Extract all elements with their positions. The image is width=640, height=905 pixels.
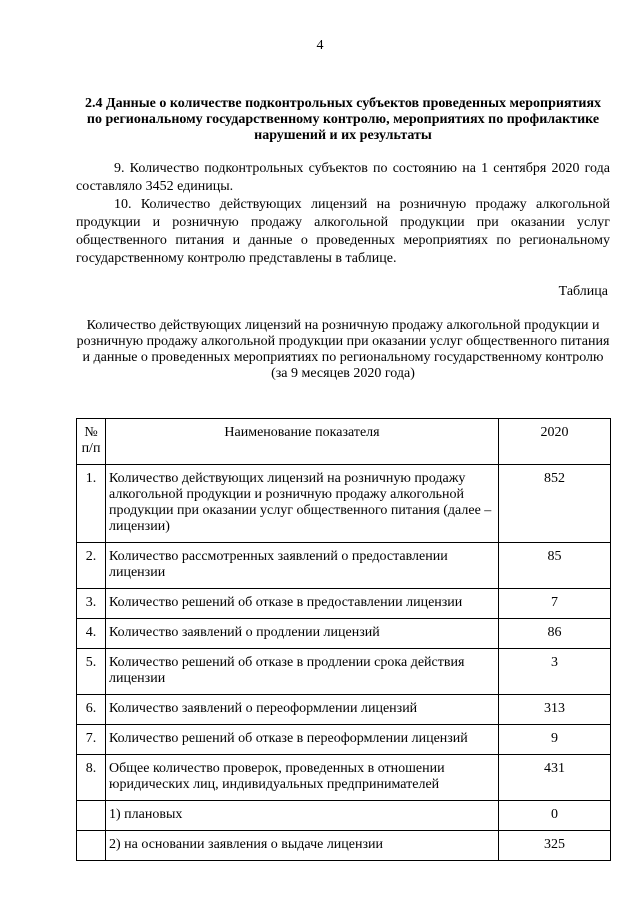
row-name: Количество заявлений о продлении лицензий	[106, 619, 499, 649]
page-number: 4	[316, 38, 324, 53]
row-name: Количество решений об отказе в переоформлении лицензий	[106, 725, 499, 755]
row-name: Общее количество проверок, проведенных в отношении юридических лиц, индивидуальных предпринимателей	[106, 755, 499, 801]
row-num: 8.	[77, 755, 106, 801]
row-value: 3	[499, 649, 611, 695]
row-value: 85	[499, 543, 611, 589]
row-num: 1.	[77, 465, 106, 543]
table-row	[77, 649, 611, 695]
row-name: 2) на основании заявления о выдаче лицензии	[106, 831, 499, 861]
row-name: Количество действующих лицензий на розничную продажу алкогольной продукции и розничную продажу алкогольной продукции при оказании услуг общественного питания (далее – лицензии)	[106, 465, 499, 543]
table-row	[77, 831, 611, 861]
table-caption	[76, 318, 610, 382]
table-header-row	[77, 419, 611, 465]
table-row	[77, 465, 611, 543]
table-row	[77, 589, 611, 619]
paragraph-10-text: 10. Количество действующих лицензий на розничную продажу алкогольной продукции и розничную продажу алкогольной продукции при оказании услуг общественного питания и данные о проведенных мероприятиях по региональному государственному контролю представлены в таблице.	[76, 197, 610, 266]
table-caption-title: Количество действующих лицензий на розничную продажу алкогольной продукции и розничную продажу алкогольной продукции при оказании услуг общественного питания и данные о проведенных мероприятиях по региональному государственному контролю	[76, 318, 610, 365]
table-row	[77, 755, 611, 801]
row-num: 3.	[77, 589, 106, 619]
row-name: Количество решений об отказе в продлении срока действия лицензии	[106, 649, 499, 695]
row-num	[77, 831, 106, 861]
header-name: Наименование показателя	[106, 419, 499, 465]
table-label: Таблица	[558, 284, 608, 299]
row-name: Количество решений об отказе в предоставлении лицензии	[106, 589, 499, 619]
header-year: 2020	[499, 419, 611, 465]
paragraph-10	[76, 196, 610, 268]
row-name: Количество рассмотренных заявлений о предоставлении лицензии	[106, 543, 499, 589]
row-num: 6.	[77, 695, 106, 725]
row-num: 4.	[77, 619, 106, 649]
row-value: 7	[499, 589, 611, 619]
row-value: 0	[499, 801, 611, 831]
paragraph-9	[76, 160, 610, 196]
indicators-table	[76, 418, 611, 861]
row-value: 325	[499, 831, 611, 861]
paragraph-9-text: 9. Количество подконтрольных субъектов по состоянию на 1 сентября 2020 года составляло 3452 единицы.	[76, 161, 610, 194]
row-value: 852	[499, 465, 611, 543]
row-num: 7.	[77, 725, 106, 755]
table-row	[77, 543, 611, 589]
row-value: 9	[499, 725, 611, 755]
table-caption-period: (за 9 месяцев 2020 года)	[271, 366, 415, 381]
row-num: 2.	[77, 543, 106, 589]
row-value: 431	[499, 755, 611, 801]
row-num: 5.	[77, 649, 106, 695]
table-row	[77, 695, 611, 725]
table-row	[77, 725, 611, 755]
header-num: № п/п	[77, 419, 106, 465]
row-num	[77, 801, 106, 831]
table-row	[77, 619, 611, 649]
table-row	[77, 801, 611, 831]
row-name: Количество заявлений о переоформлении лицензий	[106, 695, 499, 725]
row-value: 86	[499, 619, 611, 649]
row-name: 1) плановых	[106, 801, 499, 831]
section-heading: 2.4 Данные о количестве подконтрольных субъектов проведенных мероприятиях по региональному государственному контролю, мероприятиях по профилактике нарушений и их результаты	[84, 96, 602, 143]
row-value: 313	[499, 695, 611, 725]
